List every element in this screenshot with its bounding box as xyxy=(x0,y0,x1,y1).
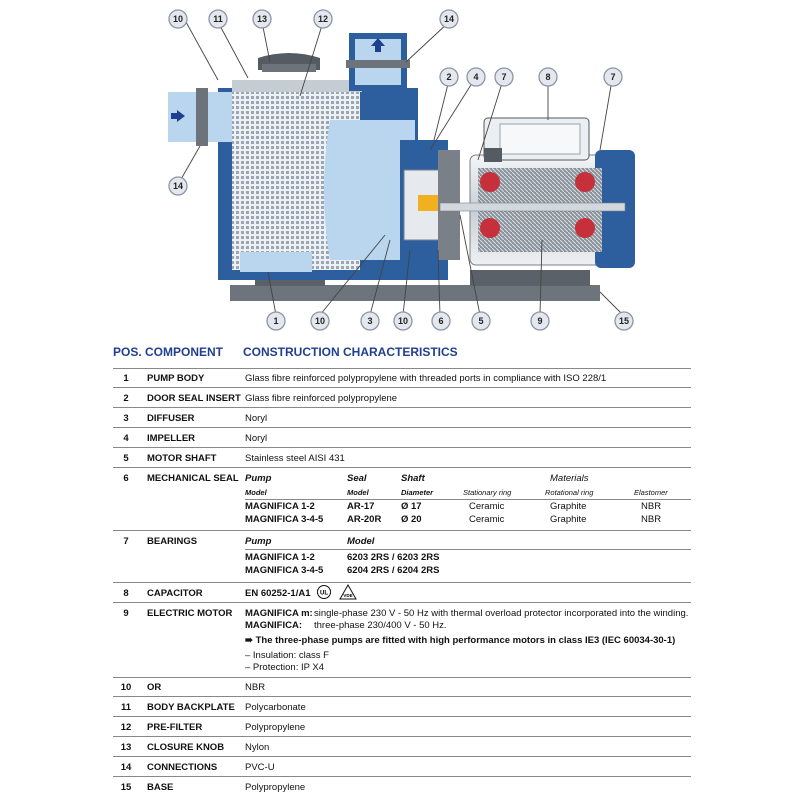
row-component: MECHANICAL SEAL xyxy=(147,473,239,484)
svg-text:15: 15 xyxy=(618,316,630,326)
svg-text:6: 6 xyxy=(438,316,444,326)
bearings-r2-pump: MAGNIFICA 3-4-5 xyxy=(245,565,324,576)
svg-text:10: 10 xyxy=(172,14,184,24)
row-pos: 5 xyxy=(123,453,129,464)
row-pos: 2 xyxy=(123,393,129,404)
header-component: COMPONENT xyxy=(145,345,223,359)
motor-shaft xyxy=(440,203,625,211)
row-pos: 14 xyxy=(120,762,132,773)
callout-5 xyxy=(472,312,490,330)
callout-6 xyxy=(432,312,450,330)
rule xyxy=(113,602,691,603)
rule xyxy=(113,530,691,531)
row-component: OR xyxy=(147,682,162,693)
rule xyxy=(113,716,691,717)
row-pos: 15 xyxy=(120,782,132,793)
rule xyxy=(113,427,691,428)
capacitor-standard: EN 60252-1/A1 xyxy=(245,588,311,599)
row-desc: Polypropylene xyxy=(245,722,306,733)
rule xyxy=(113,368,691,369)
seal-r2-seal: AR-20R xyxy=(347,514,382,525)
row-component: BEARINGS xyxy=(147,536,198,547)
header-pos: POS. xyxy=(113,345,142,359)
row-component: DIFFUSER xyxy=(147,413,195,424)
callout-8 xyxy=(539,68,557,86)
callout-9 xyxy=(531,312,549,330)
callout-3 xyxy=(361,312,379,330)
row-desc: Polycarbonate xyxy=(245,702,306,713)
row-desc: PVC-U xyxy=(245,762,275,773)
seal-h-materials: Materials xyxy=(550,473,589,484)
bearings-r2-model: 6204 2RS / 6204 2RS xyxy=(347,565,440,576)
callout-4 xyxy=(467,68,485,86)
row-desc: Polypropylene xyxy=(245,782,306,793)
callout-14-top xyxy=(440,10,458,28)
seal-r1-rotational: Graphite xyxy=(550,501,587,512)
motor-m-desc: single-phase 230 V - 50 Hz with thermal overload protector incorporated into the winding. xyxy=(314,608,689,619)
svg-text:10: 10 xyxy=(314,316,326,326)
vde-icon xyxy=(340,585,356,599)
rule xyxy=(113,387,691,388)
motor-insulation: – Insulation: class F xyxy=(245,650,329,661)
svg-text:7: 7 xyxy=(610,72,616,82)
seal-s-stationary: Stationary ring xyxy=(463,488,512,497)
svg-text:12: 12 xyxy=(317,14,329,24)
pump-base xyxy=(230,285,600,301)
callout-7-right xyxy=(604,68,622,86)
svg-text:UL: UL xyxy=(320,590,328,597)
svg-text:13: 13 xyxy=(256,14,268,24)
seal-r1-seal: AR-17 xyxy=(347,501,375,512)
bearings-r1-model: 6203 2RS / 6203 2RS xyxy=(347,552,440,563)
seal-h-seal: Seal xyxy=(347,473,367,484)
bearings-r1-pump: MAGNIFICA 1-2 xyxy=(245,552,315,563)
row-component: CAPACITOR xyxy=(147,588,203,599)
svg-text:2: 2 xyxy=(446,72,452,82)
callout-14-left xyxy=(169,177,187,195)
row-pos: 4 xyxy=(123,433,129,444)
bearings-h-pump: Pump xyxy=(245,536,272,547)
bearings-h-model: Model xyxy=(347,536,375,547)
row-component: CONNECTIONS xyxy=(147,762,218,773)
ul-icon xyxy=(318,586,331,599)
callout-10-top xyxy=(169,10,187,28)
row-pos: 12 xyxy=(120,722,132,733)
svg-text:8: 8 xyxy=(545,72,551,82)
row-component: DOOR SEAL INSERT xyxy=(147,393,241,404)
motor-ie3-note: ➠ The three-phase pumps are fitted with high performance motors in class IE3 (IEC 60034-30-1) xyxy=(245,635,676,646)
row-pos: 7 xyxy=(123,536,129,547)
callout-11 xyxy=(209,10,227,28)
callout-1 xyxy=(267,312,285,330)
svg-text:14: 14 xyxy=(443,14,455,24)
seal-s-rotational: Rotational ring xyxy=(545,488,594,497)
svg-text:5: 5 xyxy=(478,316,484,326)
row-pos: 3 xyxy=(123,413,129,424)
seal-r1-elastomer: NBR xyxy=(641,501,662,512)
row-pos: 10 xyxy=(120,682,132,693)
svg-text:1: 1 xyxy=(273,316,279,326)
seal-r2-rotational: Graphite xyxy=(550,514,587,525)
svg-text:4: 4 xyxy=(473,72,479,82)
row-component: ELECTRIC MOTOR xyxy=(147,608,233,619)
rule xyxy=(113,756,691,757)
row-component: BODY BACKPLATE xyxy=(147,702,235,713)
seal-r1-stationary: Ceramic xyxy=(469,501,505,512)
callout-10-b xyxy=(394,312,412,330)
seal-s-diameter: Diameter xyxy=(401,488,434,497)
svg-text:9: 9 xyxy=(537,316,543,326)
rule xyxy=(113,696,691,697)
seal-r2-pump: MAGNIFICA 3-4-5 xyxy=(245,514,324,525)
row-desc: Noryl xyxy=(245,433,268,444)
row-desc: Glass fibre reinforced polypropylene xyxy=(245,393,398,404)
row-pos: 13 xyxy=(120,742,132,753)
callout-10-a xyxy=(311,312,329,330)
row-pos: 8 xyxy=(123,588,129,599)
row-component: PUMP BODY xyxy=(147,373,205,384)
callout-13 xyxy=(253,10,271,28)
row-component: IMPELLER xyxy=(147,433,196,444)
seal-r2-stationary: Ceramic xyxy=(469,514,505,525)
motor-t-desc: three-phase 230/400 V - 50 Hz. xyxy=(314,620,447,631)
seal-s-elastomer: Elastomer xyxy=(634,488,668,497)
seal-r2-shaft: Ø 20 xyxy=(401,514,422,525)
motor-protection: – Protection: IP X4 xyxy=(245,662,325,673)
svg-text:3: 3 xyxy=(367,316,373,326)
row-desc: Nylon xyxy=(245,742,270,753)
rule xyxy=(113,407,691,408)
seal-h-shaft: Shaft xyxy=(401,473,425,484)
rule xyxy=(113,677,691,678)
row-component: BASE xyxy=(147,782,174,793)
row-desc: Noryl xyxy=(245,413,268,424)
seal-r2-elastomer: NBR xyxy=(641,514,662,525)
rule xyxy=(245,549,691,550)
seal-h-pump: Pump xyxy=(245,473,272,484)
row-component: PRE-FILTER xyxy=(147,722,203,733)
seal-s-model: Model xyxy=(347,488,369,497)
rule xyxy=(245,499,691,500)
row-pos: 9 xyxy=(123,608,129,619)
header-construction: CONSTRUCTION CHARACTERISTICS xyxy=(243,345,458,359)
motor-m-name: MAGNIFICA m: xyxy=(245,608,313,619)
rule xyxy=(113,582,691,583)
callout-7-left xyxy=(495,68,513,86)
motor-t-name: MAGNIFICA: xyxy=(245,620,302,631)
seal-s-model: Model xyxy=(245,488,267,497)
callout-2 xyxy=(440,68,458,86)
certification-icons xyxy=(316,584,364,600)
row-desc: Stainless steel AISI 431 xyxy=(245,453,345,464)
svg-text:11: 11 xyxy=(213,14,223,24)
rule xyxy=(113,447,691,448)
svg-text:14: 14 xyxy=(172,181,184,191)
row-pos: 11 xyxy=(120,702,132,713)
svg-text:7: 7 xyxy=(501,72,507,82)
row-desc: NBR xyxy=(245,682,266,693)
rule xyxy=(113,776,691,777)
pump-cutaway-diagram xyxy=(0,0,800,340)
callout-15 xyxy=(615,312,633,330)
seal-r1-shaft: Ø 17 xyxy=(401,501,422,512)
row-pos: 6 xyxy=(123,473,129,484)
svg-text:VDE: VDE xyxy=(343,593,353,598)
callout-12 xyxy=(314,10,332,28)
svg-text:10: 10 xyxy=(397,316,409,326)
row-desc: Glass fibre reinforced polypropylene with threaded ports in compliance with ISO 228/1 xyxy=(245,373,607,384)
rule xyxy=(113,736,691,737)
row-component: MOTOR SHAFT xyxy=(147,453,217,464)
row-pos: 1 xyxy=(123,373,129,384)
seal-r1-pump: MAGNIFICA 1-2 xyxy=(245,501,315,512)
rule xyxy=(113,467,691,468)
row-component: CLOSURE KNOB xyxy=(147,742,225,753)
